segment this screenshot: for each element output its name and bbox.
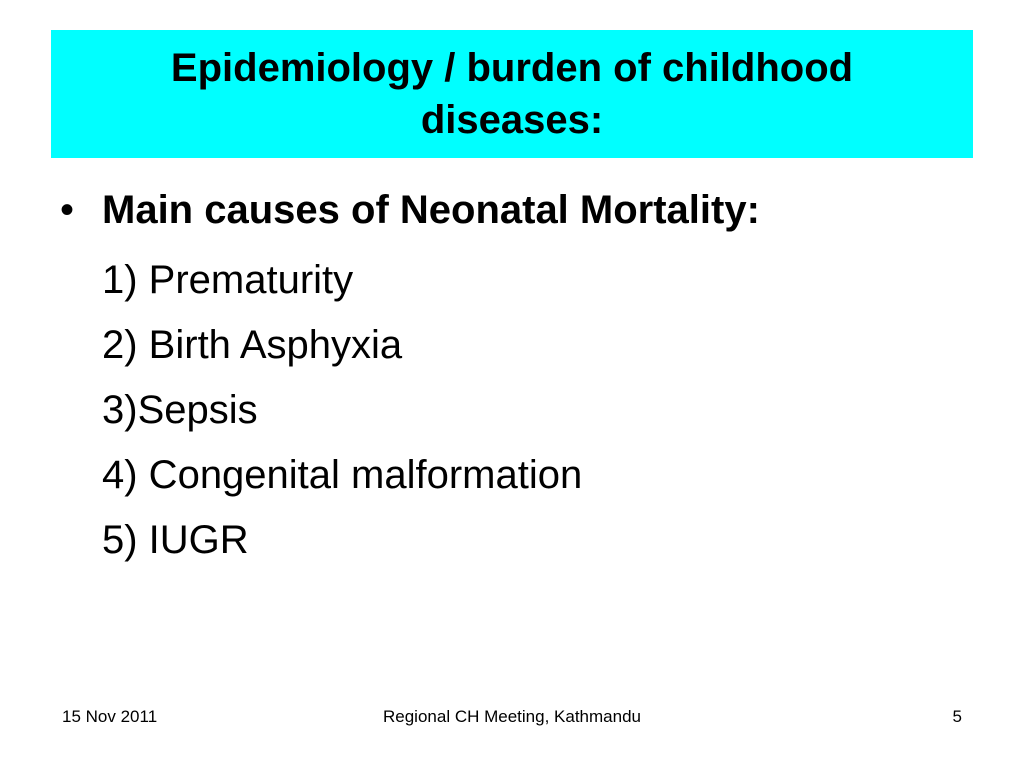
slide-title (51, 30, 973, 158)
list-item: 4) Congenital malformation (102, 453, 583, 497)
bullet-heading: Main causes of Neonatal Mortality: (102, 188, 760, 232)
slide-body (60, 188, 960, 573)
causes-list (60, 248, 960, 573)
list-item: 2) Birth Asphyxia (102, 323, 403, 367)
title-line-1: Epidemiology / burden of childhood (170, 46, 854, 90)
list-item: 1) Prematurity (102, 258, 354, 302)
list-item: 3)Sepsis (102, 388, 258, 432)
page-number: 5 (952, 707, 962, 726)
bullet-icon: • (60, 188, 75, 232)
title-line-2: diseases: (420, 98, 604, 142)
footer-date: 15 Nov 2011 (62, 707, 158, 726)
footer-event: Regional CH Meeting, Kathmandu (383, 707, 641, 726)
list-item: 5) IUGR (102, 518, 249, 562)
bullet-item (60, 188, 960, 248)
